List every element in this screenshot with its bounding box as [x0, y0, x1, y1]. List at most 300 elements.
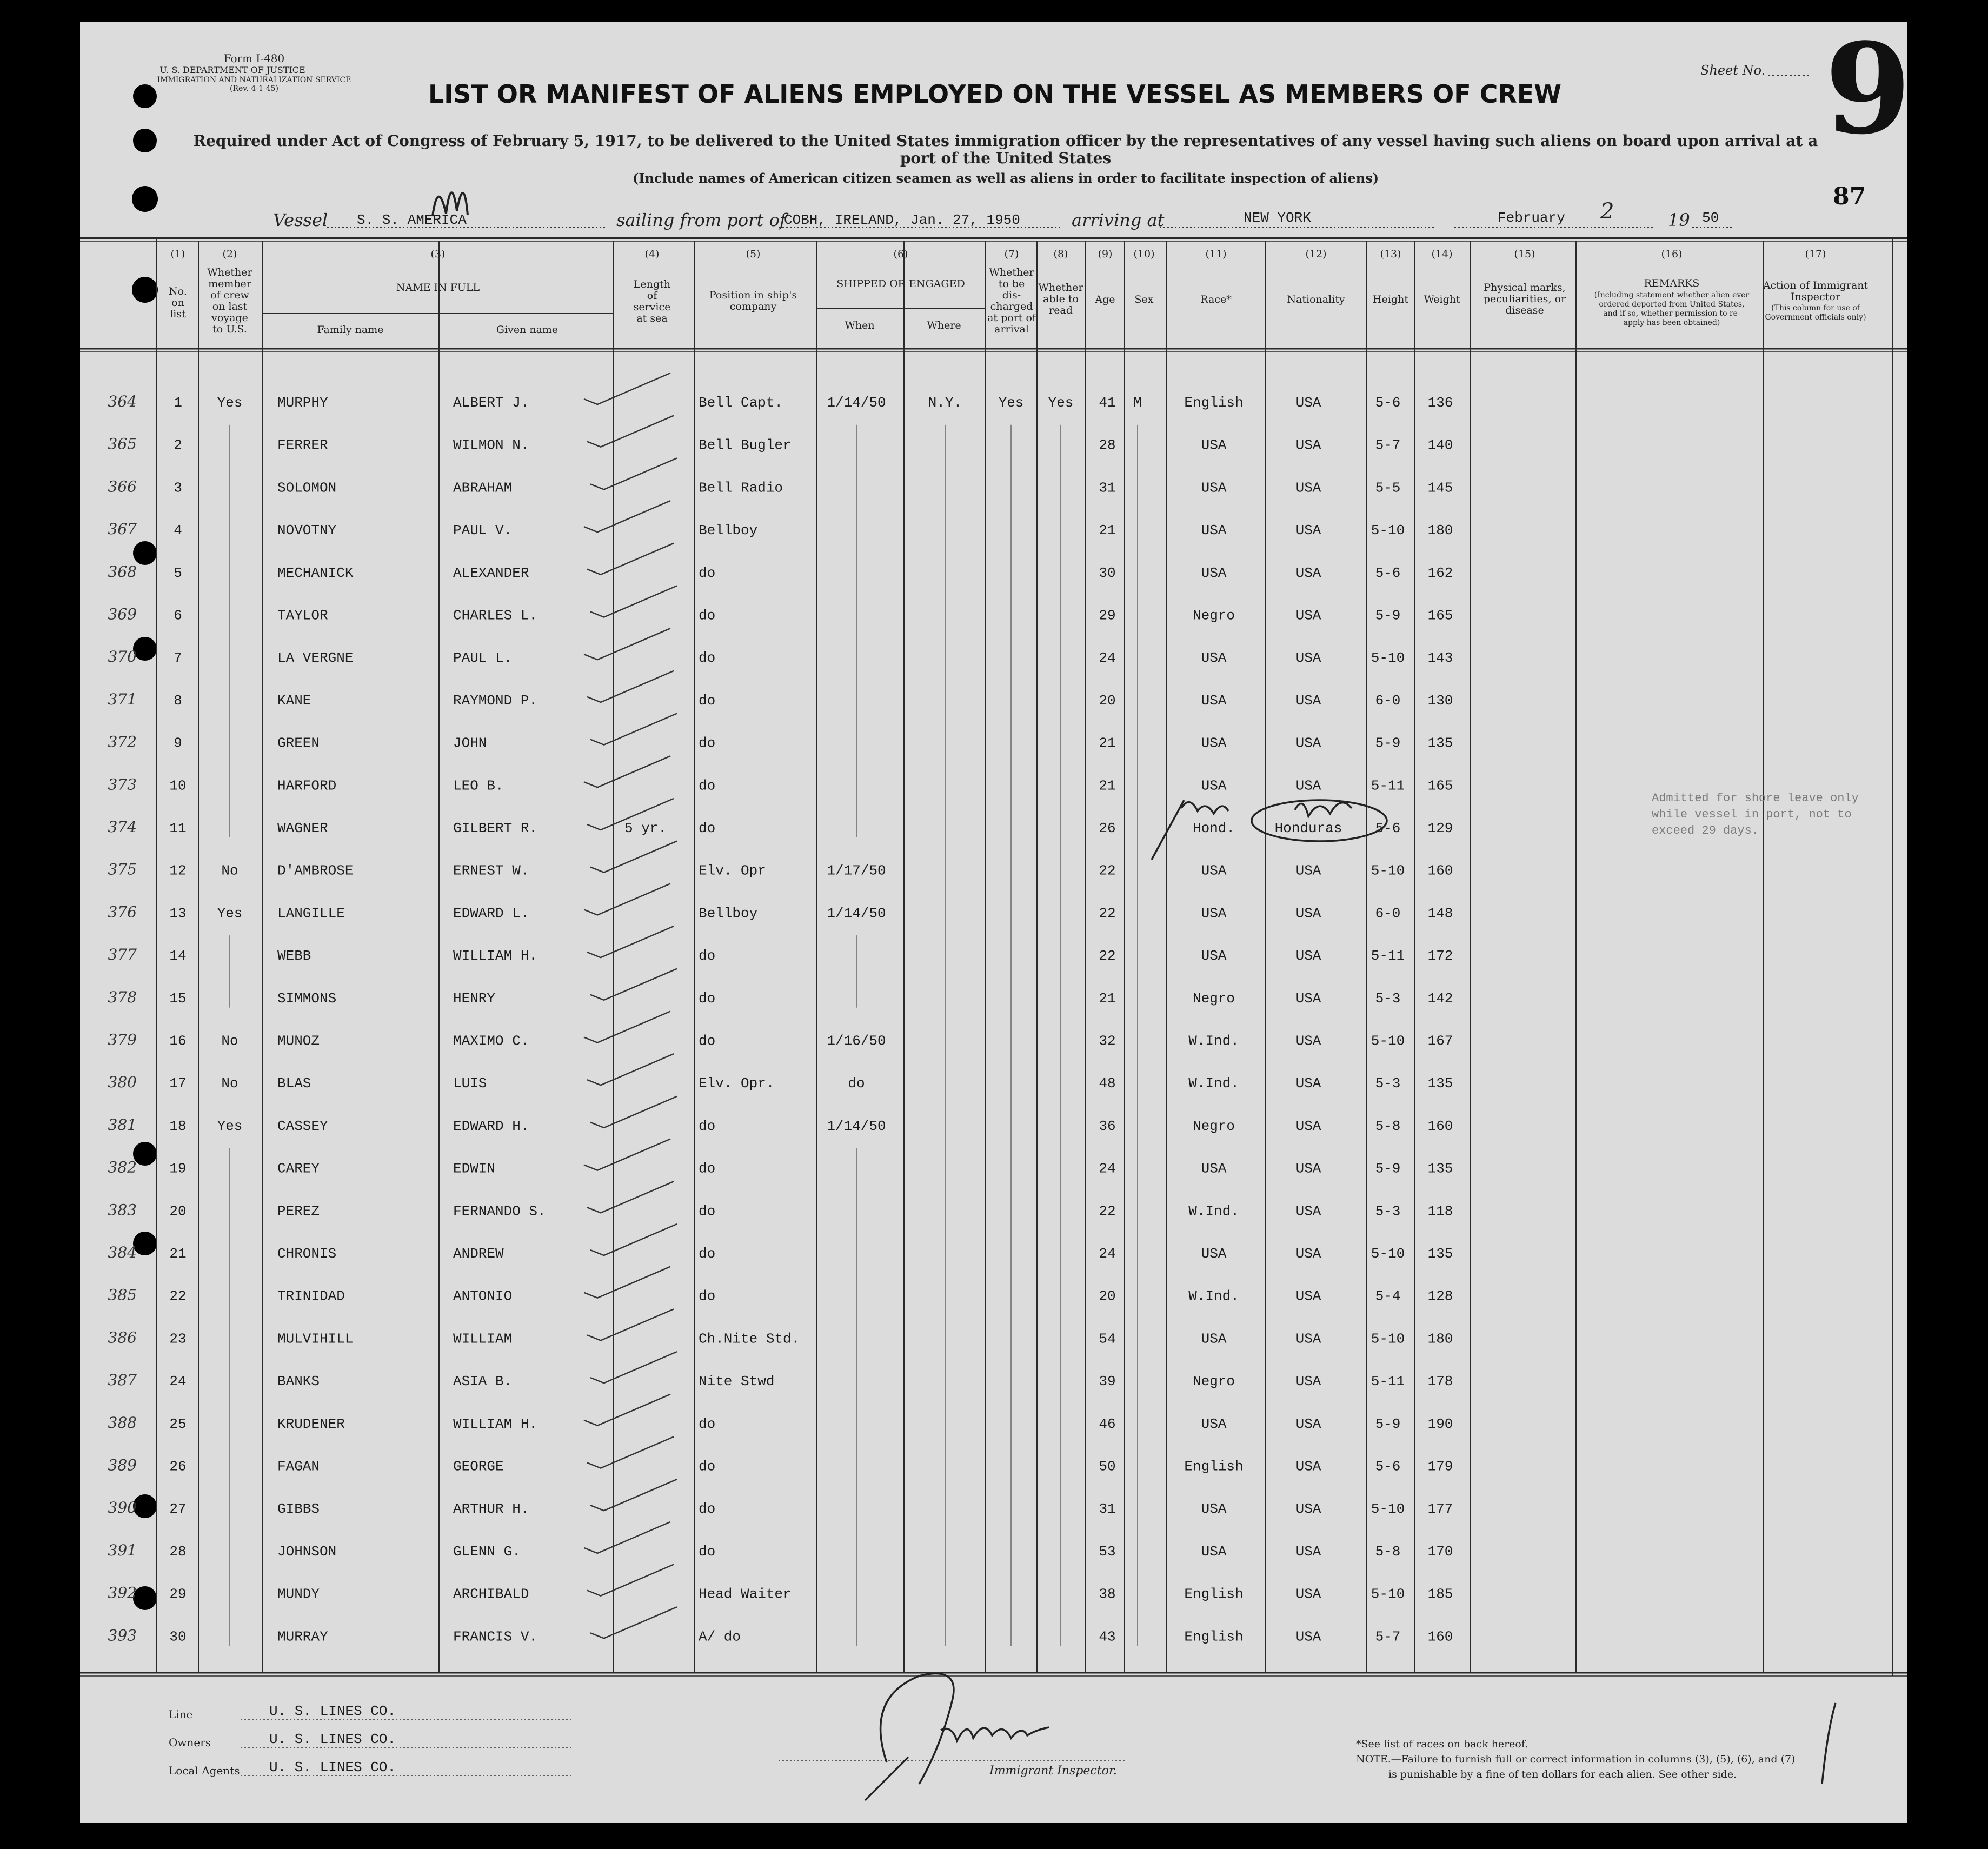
col15-label-b: peculiarities, or	[1483, 293, 1566, 305]
cell-family: D'AMBROSE	[277, 862, 354, 879]
cell-position: Bellboy	[699, 522, 758, 539]
cell-race: USA	[1201, 777, 1227, 794]
col2-label-a: Whether	[207, 267, 252, 278]
cell-race: W.Ind.	[1188, 1033, 1239, 1049]
col7-label-b: to be	[998, 278, 1025, 290]
cell-nationality: USA	[1295, 1331, 1321, 1347]
cell-position: do	[699, 1160, 716, 1177]
col17-label-a: Action of Immigrant	[1763, 280, 1869, 291]
cell-family: CASSEY	[277, 1118, 328, 1134]
col12-label: Nationality	[1287, 294, 1345, 305]
cell-nationality: USA	[1295, 607, 1321, 624]
cell-race: English	[1184, 395, 1244, 411]
col7-label-f: arrival	[994, 323, 1029, 335]
cell-seq: 373	[108, 775, 137, 794]
cell-prev: No	[221, 862, 238, 879]
cell-no: 24	[169, 1373, 187, 1390]
cell-nationality: USA	[1295, 1543, 1321, 1560]
cell-weight: 185	[1427, 1586, 1453, 1602]
col16-sub-a: (Including statement whether alien ever	[1594, 291, 1750, 300]
cell-given: CHARLES L.	[453, 607, 538, 624]
cell-height: 5-9	[1375, 1160, 1401, 1177]
cell-given: PAUL V.	[453, 522, 513, 539]
cell-prev: Yes	[217, 395, 243, 411]
cell-age: 21	[1099, 777, 1116, 794]
cell-family: CAREY	[277, 1160, 320, 1177]
col6-when: When	[845, 320, 875, 331]
cell-seq: 369	[108, 605, 137, 623]
cell-weight: 190	[1427, 1415, 1453, 1432]
cell-age: 39	[1099, 1373, 1116, 1390]
cell-weight: 165	[1427, 777, 1453, 794]
cell-prev: Yes	[217, 1118, 243, 1134]
cell-age: 41	[1099, 395, 1116, 411]
agents-value: U. S. LINES CO.	[269, 1759, 396, 1775]
cell-nationality: USA	[1295, 905, 1321, 922]
col17-sub-b: Government officials only)	[1765, 313, 1866, 322]
cell-age: 50	[1099, 1458, 1116, 1475]
cell-no: 14	[169, 948, 187, 965]
cell-family: NOVOTNY	[277, 522, 337, 539]
form-service: IMMIGRATION AND NATURALIZATION SERVICE	[157, 76, 351, 84]
cell-age: 22	[1099, 948, 1116, 965]
cell-prev: No	[221, 1033, 238, 1049]
cell-race: USA	[1201, 905, 1227, 922]
form-number: Form I-480	[223, 52, 285, 65]
cell-no: 9	[174, 735, 182, 751]
cell-family: TRINIDAD	[277, 1288, 345, 1305]
cell-no: 22	[169, 1288, 187, 1305]
cell-nationality: USA	[1295, 1033, 1321, 1049]
arrival-port: NEW YORK	[1244, 210, 1311, 226]
cell-age: 20	[1099, 1288, 1116, 1305]
cell-no: 26	[169, 1458, 187, 1475]
cell-age: 38	[1099, 1586, 1116, 1602]
cell-position: do	[699, 948, 716, 965]
col4-label-a: Length	[633, 278, 671, 290]
cell-nationality: USA	[1295, 1458, 1321, 1475]
col3-label: NAME IN FULL	[396, 282, 480, 294]
cell-race: USA	[1201, 1246, 1227, 1262]
inspector-label: Immigrant Inspector.	[989, 1764, 1117, 1778]
col12-num: (12)	[1305, 248, 1327, 260]
cell-family: MULVIHILL	[277, 1331, 354, 1347]
cell-height: 5-3	[1375, 990, 1401, 1007]
cell-weight: 128	[1427, 1288, 1453, 1305]
cell-age: 21	[1099, 990, 1116, 1007]
col1-label-b: on	[171, 297, 184, 309]
cell-weight: 170	[1427, 1543, 1453, 1560]
col9-label: Age	[1095, 294, 1115, 305]
cell-no: 10	[169, 777, 187, 794]
cell-position: do	[699, 1288, 716, 1305]
cell-seq: 370	[108, 648, 137, 666]
cell-family: SOLOMON	[277, 480, 337, 496]
cell-given: WILLIAM H.	[453, 1415, 538, 1432]
cell-age: 31	[1099, 480, 1116, 496]
col8-label-b: able to	[1043, 293, 1079, 305]
cell-position: Bellboy	[699, 905, 758, 922]
col2-label-e: voyage	[211, 312, 248, 324]
col2-label-d: on last	[212, 301, 248, 312]
cell-position: do	[699, 1246, 716, 1262]
cell-nationality: USA	[1295, 437, 1321, 454]
cell-where: N.Y.	[928, 395, 962, 411]
cell-position: Head Waiter	[699, 1586, 792, 1602]
cell-weight: 165	[1427, 607, 1453, 624]
manifest-subtitle-2: port of the United States	[900, 149, 1112, 167]
cell-prev: No	[221, 1075, 238, 1092]
cell-height: 5-6	[1375, 564, 1401, 581]
cell-position: do	[699, 777, 716, 794]
cell-height: 5-10	[1371, 862, 1405, 879]
cell-seq: 392	[108, 1584, 137, 1602]
cell-height: 5-7	[1375, 437, 1401, 454]
cell-race: W.Ind.	[1188, 1203, 1239, 1220]
cell-when: 1/14/50	[827, 905, 886, 922]
cell-no: 28	[169, 1543, 187, 1560]
cell-discharged: Yes	[998, 395, 1024, 411]
cell-family: TAYLOR	[277, 607, 328, 624]
arrival-year-prefix: 19	[1668, 210, 1690, 230]
cell-age: 26	[1099, 820, 1116, 836]
sailing-label: sailing from port of	[616, 210, 786, 230]
col10-label: Sex	[1134, 294, 1154, 305]
col6-label: SHIPPED OR ENGAGED	[836, 278, 965, 290]
cell-position: Bell Capt.	[699, 395, 783, 411]
cell-weight: 180	[1427, 522, 1453, 539]
cell-height: 5-8	[1375, 1118, 1401, 1134]
cell-no: 6	[174, 607, 182, 624]
cell-family: WAGNER	[277, 820, 328, 836]
cell-nationality: USA	[1295, 862, 1321, 879]
cell-position: do	[699, 990, 716, 1007]
cell-seq: 381	[108, 1115, 137, 1134]
cell-seq: 371	[108, 690, 137, 708]
cell-position: do	[699, 1203, 716, 1220]
cell-weight: 148	[1427, 905, 1453, 922]
cell-weight: 167	[1427, 1033, 1453, 1049]
cell-height: 5-3	[1375, 1203, 1401, 1220]
cell-given: ARCHIBALD	[453, 1586, 529, 1602]
cell-family: BLAS	[277, 1075, 311, 1092]
form-rev: (Rev. 4-1-45)	[230, 84, 278, 93]
cell-given: JOHN	[453, 735, 487, 751]
cell-no: 29	[169, 1586, 187, 1602]
col6-where: Where	[927, 320, 961, 331]
cell-race: USA	[1201, 650, 1227, 667]
col2-label-b: member	[208, 278, 251, 290]
cell-no: 5	[174, 564, 182, 581]
cell-nationality: USA	[1295, 735, 1321, 751]
cell-height: 5-10	[1371, 650, 1405, 667]
cell-race: W.Ind.	[1188, 1075, 1239, 1092]
cell-no: 27	[169, 1501, 187, 1518]
cell-position: do	[699, 692, 716, 709]
cell-position: do	[699, 1415, 716, 1432]
cell-weight: 142	[1427, 990, 1453, 1007]
cell-height: 5-4	[1375, 1288, 1401, 1305]
cell-race: Negro	[1192, 1373, 1235, 1390]
cell-age: 36	[1099, 1118, 1116, 1134]
cell-position: do	[699, 607, 716, 624]
cell-weight: 143	[1427, 650, 1453, 667]
cell-height: 5-6	[1375, 395, 1401, 411]
cell-family: KANE	[277, 692, 311, 709]
cell-race: English	[1184, 1458, 1244, 1475]
cell-given: ANDREW	[453, 1246, 504, 1262]
cell-seq: 375	[108, 860, 137, 879]
cell-given: PAUL L.	[453, 650, 513, 667]
cell-age: 46	[1099, 1415, 1116, 1432]
cell-given: ARTHUR H.	[453, 1501, 529, 1518]
cell-given: ALBERT J.	[453, 395, 529, 411]
cell-weight: 160	[1427, 1118, 1453, 1134]
col1-num: (1)	[170, 248, 185, 260]
cell-weight: 177	[1427, 1501, 1453, 1518]
cell-no: 30	[169, 1628, 187, 1645]
cell-height: 5-11	[1371, 948, 1405, 965]
cell-position: Nite Stwd	[699, 1373, 775, 1390]
cell-seq: 364	[108, 393, 137, 410]
cell-height: 5-10	[1371, 1501, 1405, 1518]
cell-age: 20	[1099, 692, 1116, 709]
cell-nationality: USA	[1295, 650, 1321, 667]
cell-age: 31	[1099, 1501, 1116, 1518]
cell-race: USA	[1201, 862, 1227, 879]
cell-no: 7	[174, 650, 182, 667]
col1-label-c: list	[170, 308, 186, 320]
cell-family: MUNOZ	[277, 1033, 320, 1049]
cell-height: 6-0	[1375, 905, 1401, 922]
cell-nationality: USA	[1295, 1373, 1321, 1390]
cell-seq: 383	[108, 1201, 137, 1219]
cell-height: 5-6	[1375, 1458, 1401, 1475]
cell-age: 28	[1099, 437, 1116, 454]
arriving-label: arriving at	[1072, 210, 1165, 230]
vessel-name: S. S. AMERICA	[357, 212, 467, 228]
manifest-title: LIST OR MANIFEST OF ALIENS EMPLOYED ON THE VESSEL AS MEMBERS OF CREW	[428, 79, 1562, 109]
cell-nationality: USA	[1295, 1118, 1321, 1134]
cell-seq: 380	[108, 1073, 137, 1092]
cell-no: 8	[174, 692, 182, 709]
cell-age: 24	[1099, 650, 1116, 667]
cell-age: 43	[1099, 1628, 1116, 1645]
cell-weight: 160	[1427, 1628, 1453, 1645]
col10-num: (10)	[1133, 248, 1155, 260]
cell-no: 23	[169, 1331, 187, 1347]
cell-race: USA	[1201, 564, 1227, 581]
remark-line-3: exceed 29 days.	[1652, 824, 1759, 837]
manifest-subtitle-note: (Include names of American citizen seamen as well as aliens in order to facilitate inspection of aliens)	[632, 170, 1379, 186]
cell-no: 4	[174, 522, 182, 539]
col1-label-a: No.	[169, 285, 187, 297]
cell-given: WILLIAM H.	[453, 948, 538, 965]
cell-position: do	[699, 1543, 716, 1560]
cell-race: English	[1184, 1586, 1244, 1602]
col3-num: (3)	[430, 248, 446, 260]
cell-height: 5-10	[1371, 1246, 1405, 1262]
cell-family: LANGILLE	[277, 905, 345, 922]
cell-weight: 135	[1427, 735, 1453, 751]
cell-seq: 366	[108, 477, 137, 496]
col7-label-a: Whether	[989, 267, 1034, 278]
col8-num: (8)	[1053, 248, 1068, 260]
cell-nationality: USA	[1295, 777, 1321, 794]
cell-weight: 179	[1427, 1458, 1453, 1475]
cell-position: A/ do	[699, 1628, 741, 1645]
cell-position: do	[699, 820, 716, 836]
cell-family: FAGAN	[277, 1458, 320, 1475]
owners-label: Owners	[169, 1736, 211, 1749]
cell-given: WILMON N.	[453, 437, 529, 454]
cell-age: 54	[1099, 1331, 1116, 1347]
cell-seq: 382	[108, 1158, 137, 1176]
cell-age: 24	[1099, 1160, 1116, 1177]
cell-no: 25	[169, 1415, 187, 1432]
cell-age: 32	[1099, 1033, 1116, 1049]
cell-given: MAXIMO C.	[453, 1033, 529, 1049]
cell-height: 5-8	[1375, 1543, 1401, 1560]
cell-age: 48	[1099, 1075, 1116, 1092]
cell-family: MUNDY	[277, 1586, 320, 1602]
cell-given: FRANCIS V.	[453, 1628, 538, 1645]
cell-family: CHRONIS	[277, 1246, 337, 1262]
cell-nationality: USA	[1295, 564, 1321, 581]
cell-weight: 129	[1427, 820, 1453, 836]
cell-no: 18	[169, 1118, 187, 1134]
cell-weight: 135	[1427, 1160, 1453, 1177]
cell-position: Elv. Opr.	[699, 1075, 775, 1092]
col11-label: Race*	[1200, 294, 1232, 305]
cell-given: RAYMOND P.	[453, 692, 538, 709]
col7-label-e: at port of	[987, 312, 1036, 324]
cell-given: GILBERT R.	[453, 820, 538, 836]
cell-seq: 372	[108, 733, 137, 751]
cell-age: 53	[1099, 1543, 1116, 1560]
cell-service: 5 yr.	[624, 820, 667, 836]
cell-no: 19	[169, 1160, 187, 1177]
cell-position: Bell Radio	[699, 480, 783, 496]
cell-age: 30	[1099, 564, 1116, 581]
cell-family: SIMMONS	[277, 990, 337, 1007]
cell-race: USA	[1201, 948, 1227, 965]
cell-race: Negro	[1192, 607, 1235, 624]
col15-label-a: Physical marks,	[1484, 282, 1566, 294]
cell-position: Elv. Opr	[699, 862, 766, 879]
cell-no: 21	[169, 1246, 187, 1262]
cell-seq: 377	[108, 946, 137, 964]
cell-race: USA	[1201, 1543, 1227, 1560]
cell-seq: 365	[108, 435, 137, 453]
cell-when: 1/17/50	[827, 862, 886, 879]
cell-race: USA	[1201, 480, 1227, 496]
col3-given: Given name	[496, 324, 558, 336]
cell-weight: 135	[1427, 1075, 1453, 1092]
cell-height: 5-7	[1375, 1628, 1401, 1645]
cell-no: 1	[174, 395, 182, 411]
cell-given: ASIA B.	[453, 1373, 513, 1390]
cell-age: 21	[1099, 735, 1116, 751]
cell-nationality: USA	[1295, 1075, 1321, 1092]
cell-family: JOHNSON	[277, 1543, 337, 1560]
cell-weight: 178	[1427, 1373, 1453, 1390]
cell-height: 5-9	[1375, 1415, 1401, 1432]
cell-seq: 385	[108, 1286, 137, 1304]
cell-nationality: USA	[1295, 1203, 1321, 1220]
col3-family: Family name	[317, 324, 384, 336]
cell-height: 5-10	[1371, 1331, 1405, 1347]
cell-family: GREEN	[277, 735, 320, 751]
fine-note-2: is punishable by a fine of ten dollars for each alien. See other side.	[1388, 1768, 1737, 1780]
cell-age: 29	[1099, 607, 1116, 624]
cell-position: do	[699, 1033, 716, 1049]
cell-nationality: USA	[1295, 1628, 1321, 1645]
cell-no: 3	[174, 480, 182, 496]
col16-sub-c: and if so, whether permission to re-	[1603, 309, 1740, 318]
fine-note: NOTE.—Failure to furnish full or correct information in columns (3), (5), (6), and (7)	[1356, 1753, 1796, 1765]
cell-race: USA	[1201, 1501, 1227, 1518]
cell-height: 5-9	[1375, 607, 1401, 624]
cell-seq: 389	[108, 1456, 137, 1474]
cell-when: 1/16/50	[827, 1033, 886, 1049]
cell-no: 11	[169, 820, 187, 836]
cell-weight: 130	[1427, 692, 1453, 709]
cell-height: 5-9	[1375, 735, 1401, 751]
cell-position: do	[699, 564, 716, 581]
cell-nationality: USA	[1295, 395, 1321, 411]
cell-weight: 162	[1427, 564, 1453, 581]
cell-seq: 367	[108, 520, 137, 538]
col4-label-d: at sea	[636, 312, 668, 324]
cell-no: 16	[169, 1033, 187, 1049]
col7-num: (7)	[1004, 248, 1019, 260]
cell-no: 13	[169, 905, 187, 922]
owners-value: U. S. LINES CO.	[269, 1731, 396, 1747]
col2-label-c: of crew	[210, 289, 249, 301]
cell-nationality: USA	[1295, 480, 1321, 496]
cell-seq: 384	[108, 1243, 137, 1261]
cell-nationality: USA	[1295, 1288, 1321, 1305]
col4-num: (4)	[644, 248, 660, 260]
vessel-label: Vessel	[273, 210, 328, 230]
col15-num: (15)	[1514, 248, 1535, 260]
cell-given: EDWIN	[453, 1160, 496, 1177]
cell-nationality: USA	[1295, 692, 1321, 709]
cell-family: MURRAY	[277, 1628, 328, 1645]
cell-family: MURPHY	[277, 395, 328, 411]
col13-num: (13)	[1380, 248, 1401, 260]
col6-num: (6)	[893, 248, 908, 260]
col2-num: (2)	[222, 248, 237, 260]
cell-race: USA	[1201, 522, 1227, 539]
cell-seq: 386	[108, 1328, 137, 1347]
cell-given: LUIS	[453, 1075, 487, 1092]
cell-seq: 390	[108, 1499, 137, 1517]
cell-position: do	[699, 735, 716, 751]
cell-age: 22	[1099, 862, 1116, 879]
cell-nationality: USA	[1295, 522, 1321, 539]
cell-position: Bell Bugler	[699, 437, 792, 454]
col8-label-c: read	[1049, 304, 1073, 316]
cell-family: GIBBS	[277, 1501, 320, 1518]
col7-label-d: charged	[990, 301, 1033, 312]
arrival-day: 2	[1600, 199, 1614, 224]
cell-race: USA	[1201, 1331, 1227, 1347]
cell-weight: 180	[1427, 1331, 1453, 1347]
cell-position: Ch.Nite Std.	[699, 1331, 800, 1347]
cell-race: Negro	[1192, 1118, 1235, 1134]
